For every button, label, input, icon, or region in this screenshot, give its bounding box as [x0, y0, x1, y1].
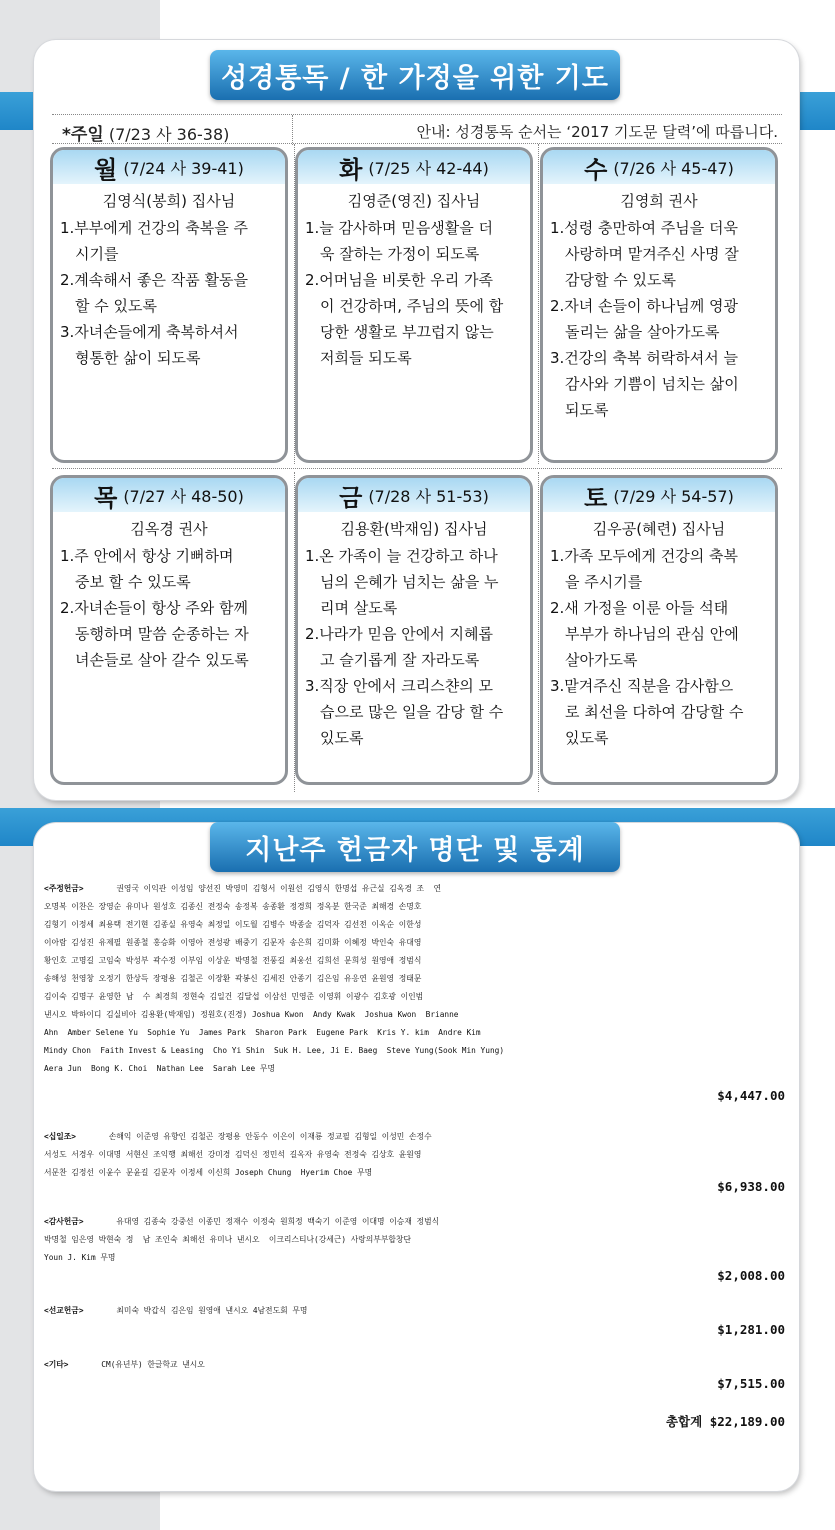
prayer-person: 김영준(영진) 집사님: [347, 192, 481, 210]
prayer-line: 2.자녀 손들이 하나님께 영광: [550, 297, 739, 315]
day-header: [298, 150, 530, 184]
offering-amount: $2,008.00: [717, 1268, 785, 1283]
divider: [538, 472, 539, 792]
prayer-line: 1.가족 모두에게 건강의 축복: [550, 547, 739, 565]
prayer-line: 을 주시기를: [550, 573, 643, 591]
prayer-line: 부부가 하나님의 관심 안에: [550, 625, 739, 643]
offering-block: [44, 1128, 788, 1182]
offering-names: 최미숙 박갑식 김은임 원영애 낸시오 4남전도회 무명: [83, 1306, 308, 1315]
prayer-line: 감사와 기쁨이 넘치는 삶이: [550, 375, 739, 393]
offering-amount: $4,447.00: [717, 1088, 785, 1103]
prayer-line: 2.나라가 믿음 안에서 지혜롭: [305, 625, 494, 643]
prayer-line: 1.주 안에서 항상 기뻐하며: [60, 547, 234, 565]
prayer-line: 이 건강하며, 주님의 뜻에 합: [305, 297, 504, 315]
prayer-line: 2.계속해서 좋은 작품 활동을: [60, 271, 249, 289]
prayer-line: 저희들 되도록: [305, 349, 412, 367]
offering-line: Ahn Amber Selene Yu Sophie Yu James Park Sharon Park Eugene Park Kris Y. kim Andre Kim: [44, 1028, 481, 1037]
day-reading-ref: (7/27 사 48-50): [123, 486, 244, 506]
offering-line: [44, 1302, 788, 1320]
sunday-star: *: [62, 125, 71, 145]
day-card: [50, 147, 288, 463]
day-name: 수: [584, 155, 608, 184]
day-header: [543, 150, 775, 184]
prayer-line: 습으로 많은 일을 감당 할 수: [305, 703, 504, 721]
offering-category: <십일조>: [44, 1132, 76, 1141]
prayer-line: 2.어머님을 비롯한 우리 가족: [305, 271, 494, 289]
prayer-line: 고 슬기롭게 잘 자라도록: [305, 651, 480, 669]
prayer-line: 로 최선을 다하여 감당할 수: [550, 703, 744, 721]
prayer-person: 김영희 권사: [620, 192, 698, 210]
prayer-list: [298, 543, 530, 751]
sunday-label: 주일: [70, 125, 104, 145]
day-card: [295, 475, 533, 785]
day-name: 금: [339, 483, 363, 512]
offering-names: 권영국 이익관 이성임 양선진 박영미 김형서 이원선 김영식 한명섭 유근실 김옥경 조 연: [83, 884, 442, 893]
offering-block: [44, 1213, 788, 1267]
offering-category: <감사헌금>: [44, 1217, 84, 1226]
offering-line: Aera Jun Bong K. Choi Nathan Lee Sarah Lee 무명: [44, 1064, 275, 1073]
prayer-line: 2.새 가정을 이룬 아들 석태: [550, 599, 729, 617]
prayer-line: 돌리는 삶을 살아가도록: [550, 323, 720, 341]
offering-block: [44, 1356, 788, 1374]
day-reading-ref: (7/24 사 39-41): [123, 158, 244, 178]
prayer-line: 욱 잘하는 가정이 되도록: [305, 245, 480, 263]
prayer-person: 김영식(봉희) 집사님: [102, 192, 236, 210]
day-name: 화: [339, 155, 363, 184]
prayer-line: 2.자녀손들이 항상 주와 함께: [60, 599, 249, 617]
prayer-line: 3.건강의 축복 허락하셔서 늘: [550, 349, 739, 367]
prayer-line: 녀손들로 살아 갈수 있도록: [60, 651, 249, 669]
offering-line: Mindy Chon Faith Invest & Leasing Cho Yi Shin Suk H. Lee, Ji E. Baeg Steve Yung(Sook Min Yung): [44, 1046, 505, 1055]
offering-names: 유대영 김종숙 강중선 이종민 정재수 이정숙 원희정 백숙기 이준영 이대명 이승재 정범식: [83, 1217, 440, 1226]
offering-names: CM(유년부) 한글학교 낸시오: [68, 1360, 205, 1369]
divider: [538, 144, 539, 464]
day-reading-ref: (7/29 사 54-57): [613, 486, 734, 506]
offering-line: 이아람 김성진 유제필 원종철 홍승화 이영아 전성광 배중기 김문자 송은희 김미화 이혜정 박인숙 유대영: [44, 938, 422, 947]
day-header: [53, 478, 285, 512]
prayer-line: 감당할 수 있도록: [550, 271, 676, 289]
offering-block: [44, 880, 788, 1078]
prayer-line: 3.자녀손들에게 축복하셔서: [60, 323, 239, 341]
day-header: [53, 150, 285, 184]
day-header: [298, 478, 530, 512]
day-card: [540, 147, 778, 463]
prayer-list: [543, 543, 775, 751]
divider: [292, 115, 293, 145]
offering-line: 서문찬 김정선 이윤수 문윤길 김문자 이정세 이신희 Joseph Chung Hyerim Choe 무명: [44, 1168, 373, 1177]
day-header: [543, 478, 775, 512]
day-card: [295, 147, 533, 463]
offering-line: 송해성 천영창 오정기 한상득 장평용 김철곤 이장환 곽봉신 김세진 안종기 김은임 유응연 윤원영 정태문: [44, 974, 422, 983]
offering-title: 지난주 헌금자 명단 및 통계: [210, 822, 620, 872]
prayer-line: 1.늘 감사하며 믿음생활을 더: [305, 219, 494, 237]
prayer-line: 당한 생활로 부끄럽지 않는: [305, 323, 494, 341]
prayer-person: 김용환(박재임) 집사님: [340, 520, 488, 538]
day-name: 월: [94, 155, 118, 184]
sunday-row: [52, 114, 782, 144]
offering-category: <선교헌금>: [44, 1306, 84, 1315]
offering-category: <기타>: [44, 1360, 69, 1369]
offering-line: 박명철 임은영 박현숙 정 남 조인숙 최해선 유미나 낸시오 이크리스티나(강세근) 사랑의부부합창단: [44, 1235, 411, 1244]
divider: [52, 468, 782, 469]
day-card: [50, 475, 288, 785]
day-card: [540, 475, 778, 785]
prayer-line: 1.온 가족이 늘 건강하고 하나: [305, 547, 498, 565]
prayer-list: [298, 215, 530, 371]
prayer-person: 김우공(혜련) 집사님: [592, 520, 726, 538]
offering-block: [44, 1302, 788, 1320]
prayer-line: 1.성령 충만하여 주님을 더욱: [550, 219, 739, 237]
prayer-line: 사랑하며 맡겨주신 사명 잘: [550, 245, 739, 263]
sunday-ref: (7/23 사 36-38): [108, 125, 230, 144]
offering-line: 오명복 이찬은 장영순 유미나 원성호 김종신 전정숙 송정복 송종환 정경희 정옥분 한국준 최해경 손명호: [44, 902, 422, 911]
offering-line: 서성도 서경우 이대명 서현신 조익행 최해선 강미경 김덕신 정민석 길옥자 유영숙 전정숙 김상호 윤원영: [44, 1150, 422, 1159]
offering-names: 손해익 이준영 유향인 김철곤 장평용 안동수 이은이 이재룡 정교필 김형일 이성민 손정수: [75, 1132, 432, 1141]
day-name: 목: [94, 483, 118, 512]
offering-line: [44, 1356, 788, 1374]
total-label: 총합계: [665, 1414, 703, 1429]
offering-amount: $6,938.00: [717, 1179, 785, 1194]
day-name: 토: [584, 483, 608, 512]
prayer-list: [53, 215, 285, 371]
prayer-line: 3.맡겨주신 직분을 감사함으: [550, 677, 734, 695]
offering-line: 황인호 고명길 고임숙 박성부 곽수정 이부임 이상운 박명철 전풍길 최웅선 김희선 문희성 원영애 정범식: [44, 956, 422, 965]
prayer-line: 있도록: [305, 729, 364, 747]
offering-category: <주정헌금>: [44, 884, 84, 893]
prayer-list: [543, 215, 775, 423]
offering-line: 낸시오 박하이디 김실비아 김용환(박재임) 정원호(진경) Joshua Kwon Andy Kwak Joshua Kwon Brianne: [44, 1010, 459, 1019]
day-reading-ref: (7/28 사 51-53): [368, 486, 489, 506]
bible-reading-title: 성경통독 / 한 가정을 위한 기도: [210, 50, 620, 100]
prayer-line: 살아가도록: [550, 651, 638, 669]
prayer-line: 시기를: [60, 245, 119, 263]
prayer-line: 동행하며 말씀 순종하는 자: [60, 625, 249, 643]
day-reading-ref: (7/25 사 42-44): [368, 158, 489, 178]
prayer-line: 되도록: [550, 401, 609, 419]
prayer-line: 할 수 있도록: [60, 297, 157, 315]
prayer-line: 님의 은혜가 넘치는 삶을 누: [305, 573, 499, 591]
notice-text: 안내: 성경통독 순서는 ‘2017 기도문 달력’에 따릅니다.: [416, 123, 778, 141]
day-reading-ref: (7/26 사 45-47): [613, 158, 734, 178]
offering-line: [44, 1213, 788, 1231]
prayer-line: 1.부부에게 건강의 축복을 주: [60, 219, 249, 237]
prayer-person: 김옥경 권사: [130, 520, 208, 538]
offering-line: [44, 1128, 788, 1146]
prayer-line: 중보 할 수 있도록: [60, 573, 191, 591]
offering-line: 김형기 이정세 최용택 전기현 김종실 유영숙 최정일 이도월 김병수 박종술 김덕자 김선전 이옥순 이한성: [44, 920, 422, 929]
offering-amount: $1,281.00: [717, 1322, 785, 1337]
prayer-line: 리며 살도록: [305, 599, 398, 617]
offering-line: Youn J. Kim 무명: [44, 1253, 116, 1262]
offering-amount: $7,515.00: [717, 1376, 785, 1391]
offering-line: [44, 880, 788, 898]
sunday-reading: [62, 120, 229, 145]
grand-total: [666, 1412, 785, 1430]
offering-line: 김이숙 김명구 윤영한 남 수 최경희 정현숙 김일건 김달섭 이삼선 민영준 이영휘 이광수 김호광 이인범: [44, 992, 424, 1001]
prayer-line: 3.직장 안에서 크리스챤의 모: [305, 677, 494, 695]
total-amount: $22,189.00: [709, 1414, 785, 1429]
prayer-list: [53, 543, 285, 673]
prayer-line: 있도록: [550, 729, 609, 747]
prayer-line: 형통한 삶이 되도록: [60, 349, 201, 367]
